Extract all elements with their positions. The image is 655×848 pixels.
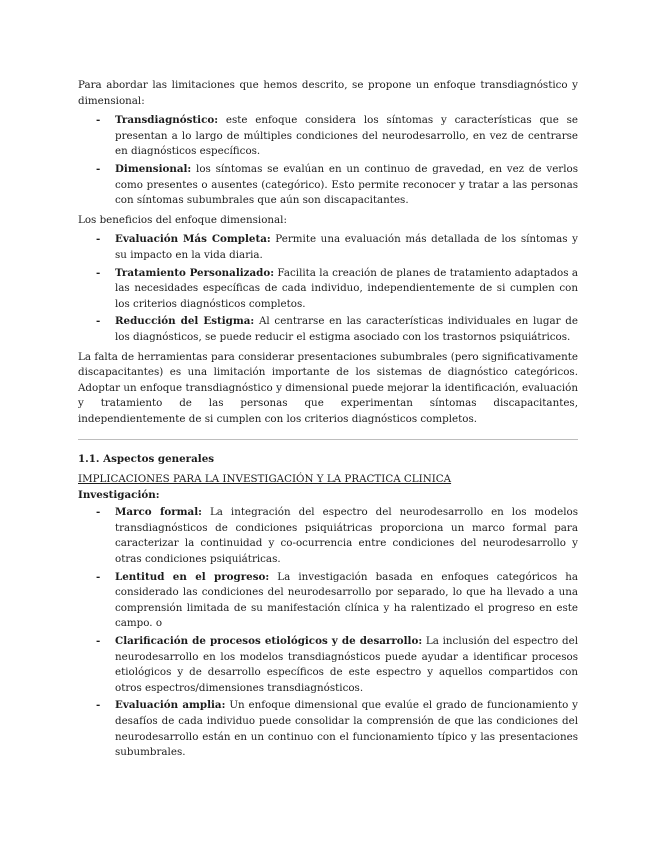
intro-paragraph: Para abordar las limitaciones que hemos descrito, se propone un enfoque transdiagnóstico y dimensional: <box>78 79 578 107</box>
list-item: - Evaluación amplia: Un enfoque dimensional que evalúe el grado de funcionamiento y desafíos de cada individuo puede consolidar la comprensión de que las condiciones del neurodesarrollo están en un continuo con el funcionamiento típico y las presentaciones subumbrales. <box>78 698 578 760</box>
section-heading: 1.1. Aspectos generales <box>78 453 215 466</box>
approach-list <box>78 113 578 209</box>
document-page <box>78 78 578 765</box>
research-label: Investigación: <box>78 488 160 501</box>
list-item: - Lentitud en el progreso: La investigación basada en enfoques categóricos ha considerado las condiciones del neurodesarrollo por separado, lo que ha llevado a una comprensión limitada de su manifestación clínica y ha ralentizado el progreso en este campo. o <box>78 570 578 632</box>
list-item: - Clarificación de procesos etiológicos y de desarrollo: La inclusión del espectro del neurodesarrollo en los modelos transdiagnósticos puede ayudar a identificar procesos etiológicos y de desarrollo específicos de este espectro y aquellos compartidos con otros espectros/dimensiones transdiagnósticos. <box>78 634 578 696</box>
conclusion-paragraph: La falta de herramientas para considerar presentaciones subumbrales (pero significativamente discapacitantes) es una limitación importante de los sistemas de diagnóstico categóricos. Adoptar un enfoque transdiagnóstico y dimensional puede mejorar la identificación, evaluación y tratamiento de las personas que experimentan síntomas discapacitantes, independientemente de si cumplen con los criterios diagnósticos completos. <box>78 350 578 425</box>
list-item: - Transdiagnóstico: este enfoque considera los síntomas y características que se presentan a lo largo de múltiples condiciones del neurodesarrollo, en vez de centrarse en diagnósticos específicos. <box>78 113 578 160</box>
list-item: - Evaluación Más Completa: Permite una evaluación más detallada de los síntomas y su impacto en la vida diaria. <box>78 232 578 263</box>
benefits-list <box>78 232 578 345</box>
divider <box>78 439 578 440</box>
list-item: - Tratamiento Personalizado: Facilita la creación de planes de tratamiento adaptados a las necesidades específicas de cada individuo, independientemente de si cumplen con los criterios diagnósticos completos. <box>78 266 578 313</box>
list-item: - Reducción del Estigma: Al centrarse en las características individuales en lugar de los diagnósticos, se puede reducir el estigma asociado con los trastornos psiquiátricos. <box>78 314 578 345</box>
research-list <box>78 505 578 761</box>
list-item: - Marco formal: La integración del espectro del neurodesarrollo en los modelos transdiagnósticos de condiciones psiquiátricas proporciona un marco formal para caracterizar la continuidad y co-ocurrencia entre condiciones del neurodesarrollo y otras condiciones psiquiátricas. <box>78 505 578 567</box>
list-item: - Dimensional: los síntomas se evalúan en un continuo de gravedad, en vez de verlos como presentes o ausentes (categórico). Esto permite reconocer y tratar a las personas con síntomas subumbrales que aún son discapacitantes. <box>78 162 578 209</box>
benefits-heading: Los beneficios del enfoque dimensional: <box>78 213 287 226</box>
section-subheading: IMPLICACIONES PARA LA INVESTIGACIÓN Y LA PRACTICA CLINICA <box>78 473 452 486</box>
